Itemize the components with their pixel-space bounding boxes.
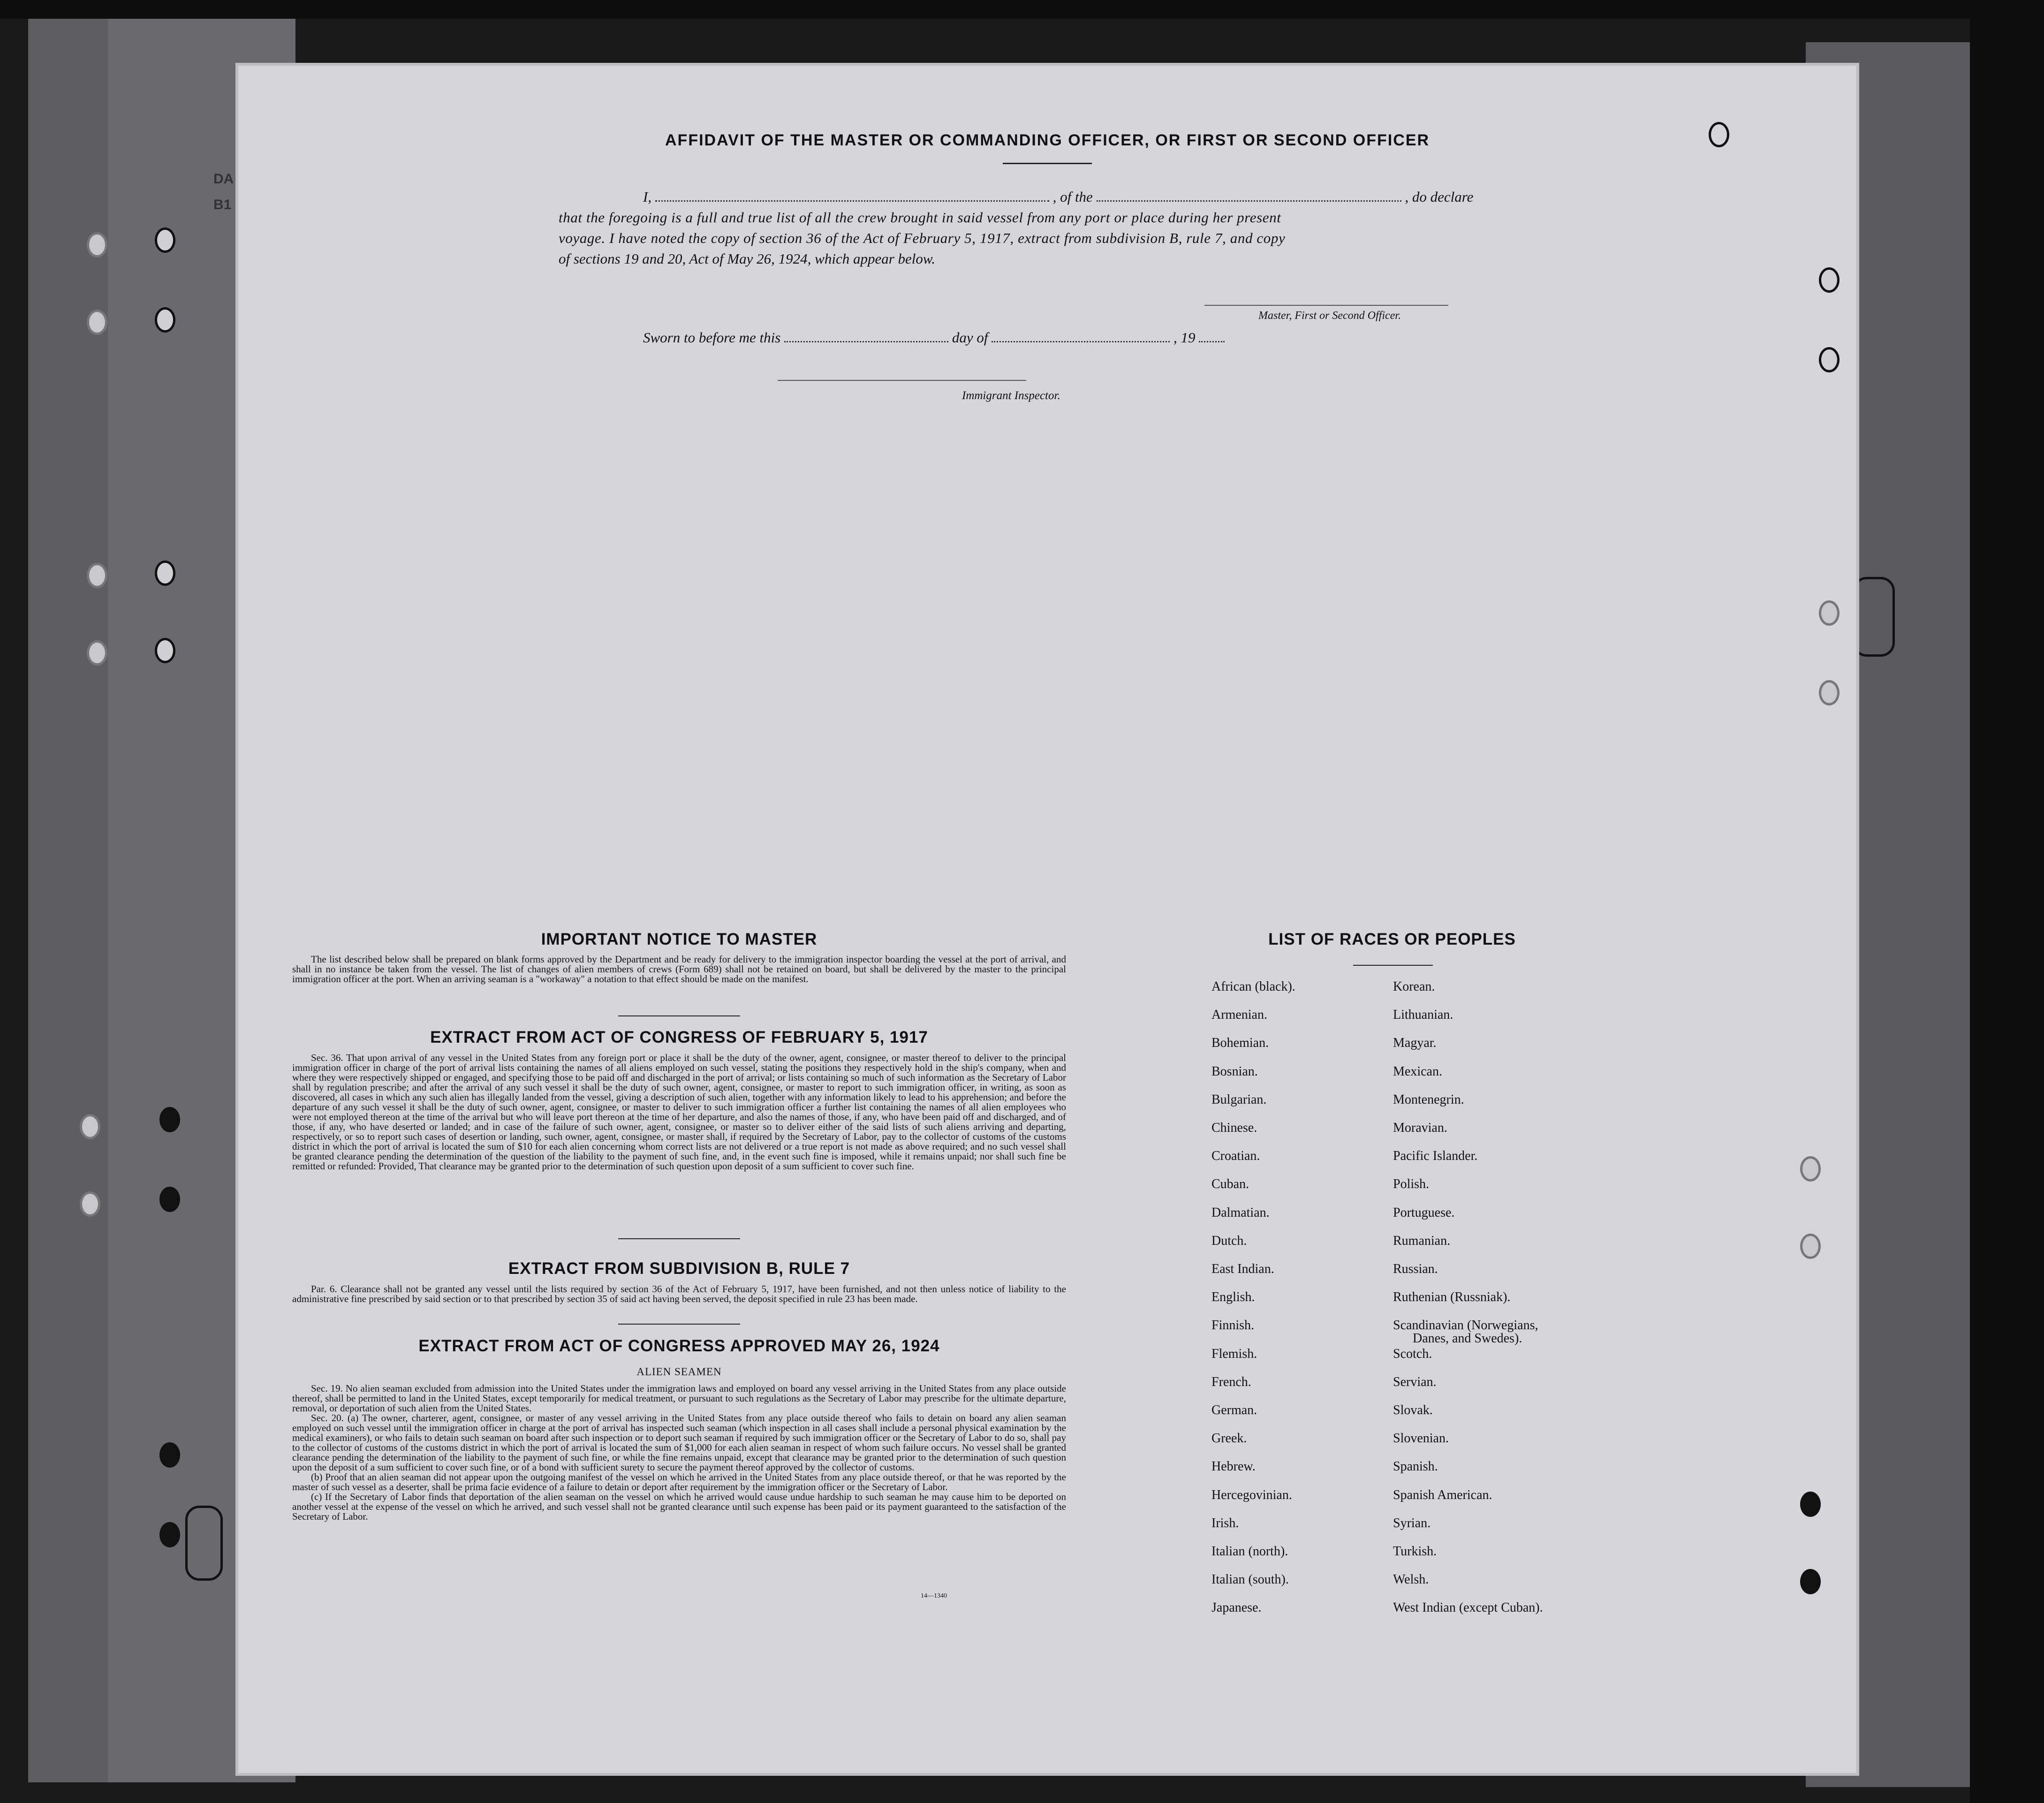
race-item: Bohemian. <box>1211 1036 1269 1051</box>
declaration-line-2: that the foregoing is a full and true list of all the crew brought in said vessel from any port or place during her present <box>559 209 1281 226</box>
scan-top-edge <box>0 0 2044 19</box>
race-item: Irish. <box>1211 1515 1239 1530</box>
race-item: Korean. <box>1393 979 1435 994</box>
inspector-signature-line <box>778 380 1026 381</box>
punch-hole <box>155 227 175 253</box>
race-item: Servian. <box>1393 1374 1437 1389</box>
race-item: Rumanian. <box>1393 1233 1451 1248</box>
of-the-label: , of the <box>1052 189 1093 205</box>
margin-mark-top: DA <box>213 171 234 187</box>
day-of-label: day of <box>952 329 988 346</box>
sworn-line <box>643 329 1225 346</box>
extract-1924-title: EXTRACT FROM ACT OF CONGRESS APPROVED MAY 26, 1924 <box>418 1337 940 1355</box>
race-item: Turkish. <box>1393 1544 1437 1559</box>
declaration-line-3: voyage. I have noted the copy of section 36 of the Act of February 5, 1917, extract from subdivision B, rule 7, and copy <box>559 230 1286 246</box>
race-item-continuation: Danes, and Swedes). <box>1413 1331 1522 1346</box>
race-item: Hercegovinian. <box>1211 1487 1292 1502</box>
punch-hole <box>155 638 175 663</box>
sec-20a: Sec. 20. (a) The owner, charterer, agent, consignee, or master of any vessel arriving in the United States from any place outside thereof who fails to detain on board any alien seaman employed on such vessel until the immigration officer in charge at the port of arrival has inspected such seaman (which inspection in all cases shall include a personal physical examination by the medical examiners), or who fails to detain such seaman on board after such inspection or to deport such seaman if required by such immigration officer or the Secretary of Labor to do so, shall pay to the collector of customs of the customs district in which the port of arrival is located the sum of $1,000 for each alien seaman in respect of whom such failure occurs. No vessel shall be granted clearance pending the determination of the liability to the payment of such fine, or while the fine remains unpaid, except that clearance may be granted prior to the determination of such question upon the deposit of a sum sufficient to cover such fine, or of a bond with sufficient surety to secure the payment thereof approved by the collector of customs. <box>292 1412 1066 1473</box>
affidavit-title: AFFIDAVIT OF THE MASTER OR COMMANDING OFFICER, OR FIRST OR SECOND OFFICER <box>665 131 1430 149</box>
section-rule <box>618 1238 740 1239</box>
race-item: West Indian (except Cuban). <box>1393 1600 1543 1615</box>
race-item: African (black). <box>1211 979 1295 994</box>
race-item: Bosnian. <box>1211 1064 1258 1079</box>
races-title: LIST OF RACES OR PEOPLES <box>1268 930 1516 948</box>
race-item: East Indian. <box>1211 1262 1274 1276</box>
sworn-year-field <box>1199 336 1225 342</box>
punch-hole <box>159 1522 180 1547</box>
punch-hole <box>80 1114 100 1139</box>
punch-hole <box>1800 1569 1821 1594</box>
race-item: Russian. <box>1393 1262 1438 1276</box>
sworn-month-field <box>992 336 1170 342</box>
declaration-line-4: of sections 19 and 20, Act of May 26, 1924, which appear below. <box>559 250 936 267</box>
vessel-name-field <box>1097 196 1401 202</box>
race-item: Scotch. <box>1393 1346 1432 1361</box>
race-item: Armenian. <box>1211 1008 1267 1023</box>
punch-hole <box>87 232 107 258</box>
binding-string <box>185 1506 223 1581</box>
race-item: Finnish. <box>1211 1318 1255 1333</box>
race-item: Flemish. <box>1211 1346 1257 1361</box>
extract-1917-title: EXTRACT FROM ACT OF CONGRESS OF FEBRUARY 5, 1917 <box>430 1028 928 1046</box>
race-item: Japanese. <box>1211 1600 1262 1615</box>
scan-right-edge <box>1970 0 2044 1803</box>
alien-seamen-subtitle: ALIEN SEAMEN <box>636 1366 722 1378</box>
race-item: Bulgarian. <box>1211 1092 1267 1107</box>
master-signature-line <box>1204 305 1448 306</box>
affidavit-form-sheet <box>238 66 1856 1773</box>
race-item: French. <box>1211 1374 1251 1389</box>
title-rule <box>1003 163 1092 164</box>
punch-hole <box>159 1442 180 1468</box>
declarant-prefix: I, <box>643 189 652 205</box>
punch-hole <box>1819 600 1840 626</box>
race-item: Cuban. <box>1211 1177 1249 1192</box>
race-item: Magyar. <box>1393 1036 1437 1051</box>
master-signature-label: Master, First or Second Officer. <box>1258 310 1401 322</box>
race-item: Italian (north). <box>1211 1544 1288 1559</box>
declaration-line-1 <box>643 189 1473 205</box>
section-rule <box>618 1324 740 1325</box>
race-item: Slovenian. <box>1393 1431 1449 1446</box>
race-item: Slovak. <box>1393 1403 1433 1417</box>
declarant-name-field <box>655 196 1049 202</box>
race-item: Italian (south). <box>1211 1572 1289 1587</box>
race-item: Dutch. <box>1211 1233 1247 1248</box>
sec-20c: (c) If the Secretary of Labor finds that deportation of the alien seaman on the vessel on which he arrived would cause undue hardship to such seaman he may cause him to be deported on another vessel at the expense of the vessel on which he arrived, and such vessel shall not be granted clearance until such expense has been paid or its payment guaranteed to the satisfaction of the Secretary of Labor. <box>292 1491 1066 1522</box>
race-item: Polish. <box>1393 1177 1430 1192</box>
declare-label: , do declare <box>1405 189 1474 205</box>
notice-text: The list described below shall be prepared on blank forms approved by the Department and be ready for delivery to the immigration inspector boarding the vessel at the port of arrival, and shall in no instance be taken from the vessel. The list of changes of alien members of crews (Form 689) shall not be retained on board, but shall be delivered by the master to the principal immigration officer at the port. When an arriving seaman is a "workaway" a notation to that effect should be made on the manifest. <box>292 954 1066 985</box>
race-item: Croatian. <box>1211 1149 1260 1164</box>
races-rule <box>1353 965 1433 966</box>
race-item: Montenegrin. <box>1393 1092 1464 1107</box>
race-item: German. <box>1211 1403 1257 1417</box>
inspector-signature-label: Immigrant Inspector. <box>962 389 1060 402</box>
form-number: 14—1340 <box>921 1592 947 1599</box>
race-item: Dalmatian. <box>1211 1205 1270 1220</box>
rule7-text: Par. 6. Clearance shall not be granted any vessel until the lists required by section 36 of the Act of February 5, 1917, have been furnished, and not then unless notice of liability to the administrative fine prescribed by said section or to that prescribed by section 35 of said act having been served, the deposit specified in rule 23 has been made. <box>292 1283 1066 1304</box>
race-item: Mexican. <box>1393 1064 1442 1079</box>
punch-hole <box>87 640 107 666</box>
punch-hole <box>1800 1492 1821 1517</box>
binding-string <box>1853 577 1895 657</box>
race-item: Ruthenian (Russniak). <box>1393 1290 1511 1305</box>
punch-hole <box>1819 680 1840 705</box>
year-label: , 19 <box>1173 329 1196 346</box>
punch-hole <box>1800 1156 1821 1182</box>
punch-hole <box>155 307 175 333</box>
extract-1924-text <box>292 1384 1066 1522</box>
race-item: Spanish American. <box>1393 1487 1492 1502</box>
punch-hole <box>80 1191 100 1217</box>
race-item: Chinese. <box>1211 1121 1257 1135</box>
punch-hole <box>159 1107 180 1132</box>
race-item: Portuguese. <box>1393 1205 1455 1220</box>
punch-hole <box>87 310 107 335</box>
race-item: Syrian. <box>1393 1515 1431 1530</box>
margin-mark-bottom: B1 <box>213 197 232 212</box>
sworn-label: Sworn to before me this <box>643 329 781 346</box>
race-item: Hebrew. <box>1211 1459 1256 1474</box>
sec-19: Sec. 19. No alien seaman excluded from admission into the United States under the immigration laws and employed on board any vessel arriving in the United States from any place outside thereof, shall be permitted to land in the United States, except temporarily for medical treatment, or pursuant to such regulations as the Secretary of Labor may prescribe for the ultimate departure, removal, or deportation of such alien from the United States. <box>292 1383 1066 1414</box>
extract-1917-text: Sec. 36. That upon arrival of any vessel in the United States from any foreign port or place it shall be the duty of the owner, agent, consignee, or master thereof to deliver to the principal immigration officer in charge of the port of arrival lists containing the names of all aliens employed on such vessel, stating the positions they respectively hold in the ship's company, when and where they were respectively shipped or engaged, and specifying those to be paid off and discharged in the port of arrival; or lists containing so much of such information as the Secretary of Labor shall by regulation prescribe; and after the arrival of any such vessel it shall be the duty of such owner, agent, consignee, or master to report to such immigration officer, in writing, as soon as discovered, all cases in which any such alien has illegally landed from the vessel, giving a description of such alien, together with any information likely to lead to his apprehension; and before the departure of any such vessel it shall be the duty of such owner, agent, consignee, or master to deliver to such immigration officer a further list containing the names of all alien employees who were not employed thereon at the time of the arrival but who will leave port thereon at the time of her departure, and also the names of those, if any, who have been paid off and discharged, and of those, if any, who have deserted or landed; and in case of the failure of such owner, agent, consignee, or master so to deliver either of the said lists of such aliens arriving and departing, respectively, or so to report such cases of desertion or landing, such owner, agent, consignee, or master shall, if required by the Secretary of Labor, pay to the collector of customs of the customs district in which the port of arrival is located the sum of $10 for each alien concerning whom correct lists are not delivered or a true report is not made as above required; and no such vessel shall be granted clearance pending the determination of the question of the liability to the payment of such fine, and, in the event such fine is imposed, while it remains unpaid; nor shall such fine be remitted or refunded: Provided, That clearance may be granted prior to the determination of such question upon deposit of a sum sufficient to cover such fine. <box>292 1052 1066 1172</box>
sec-20b: (b) Proof that an alien seaman did not appear upon the outgoing manifest of the vessel on which he arrived in the United States from any place outside thereof, or that he was reported by the master of such vessel as a deserter, shall be prima facie evidence of a failure to detain or deport after requirement by the immigration officer or the Secretary of Labor. <box>292 1471 1066 1492</box>
race-item: Scandinavian (Norwegians, <box>1393 1318 1538 1333</box>
rule7-title: EXTRACT FROM SUBDIVISION B, RULE 7 <box>508 1259 850 1278</box>
punch-hole <box>1819 267 1840 293</box>
race-item: Moravian. <box>1393 1121 1447 1135</box>
section-rule <box>618 1015 740 1016</box>
race-item: English. <box>1211 1290 1255 1305</box>
punch-hole <box>159 1187 180 1212</box>
punch-hole <box>1819 347 1840 372</box>
race-item: Welsh. <box>1393 1572 1429 1587</box>
punch-hole <box>1800 1234 1821 1259</box>
race-item: Pacific Islander. <box>1393 1149 1478 1164</box>
race-item: Spanish. <box>1393 1459 1438 1474</box>
punch-hole <box>87 563 107 588</box>
punch-hole <box>155 561 175 586</box>
race-item: Lithuanian. <box>1393 1008 1454 1023</box>
sworn-day-field <box>784 336 948 342</box>
notice-title: IMPORTANT NOTICE TO MASTER <box>541 930 818 948</box>
race-item: Greek. <box>1211 1431 1247 1446</box>
